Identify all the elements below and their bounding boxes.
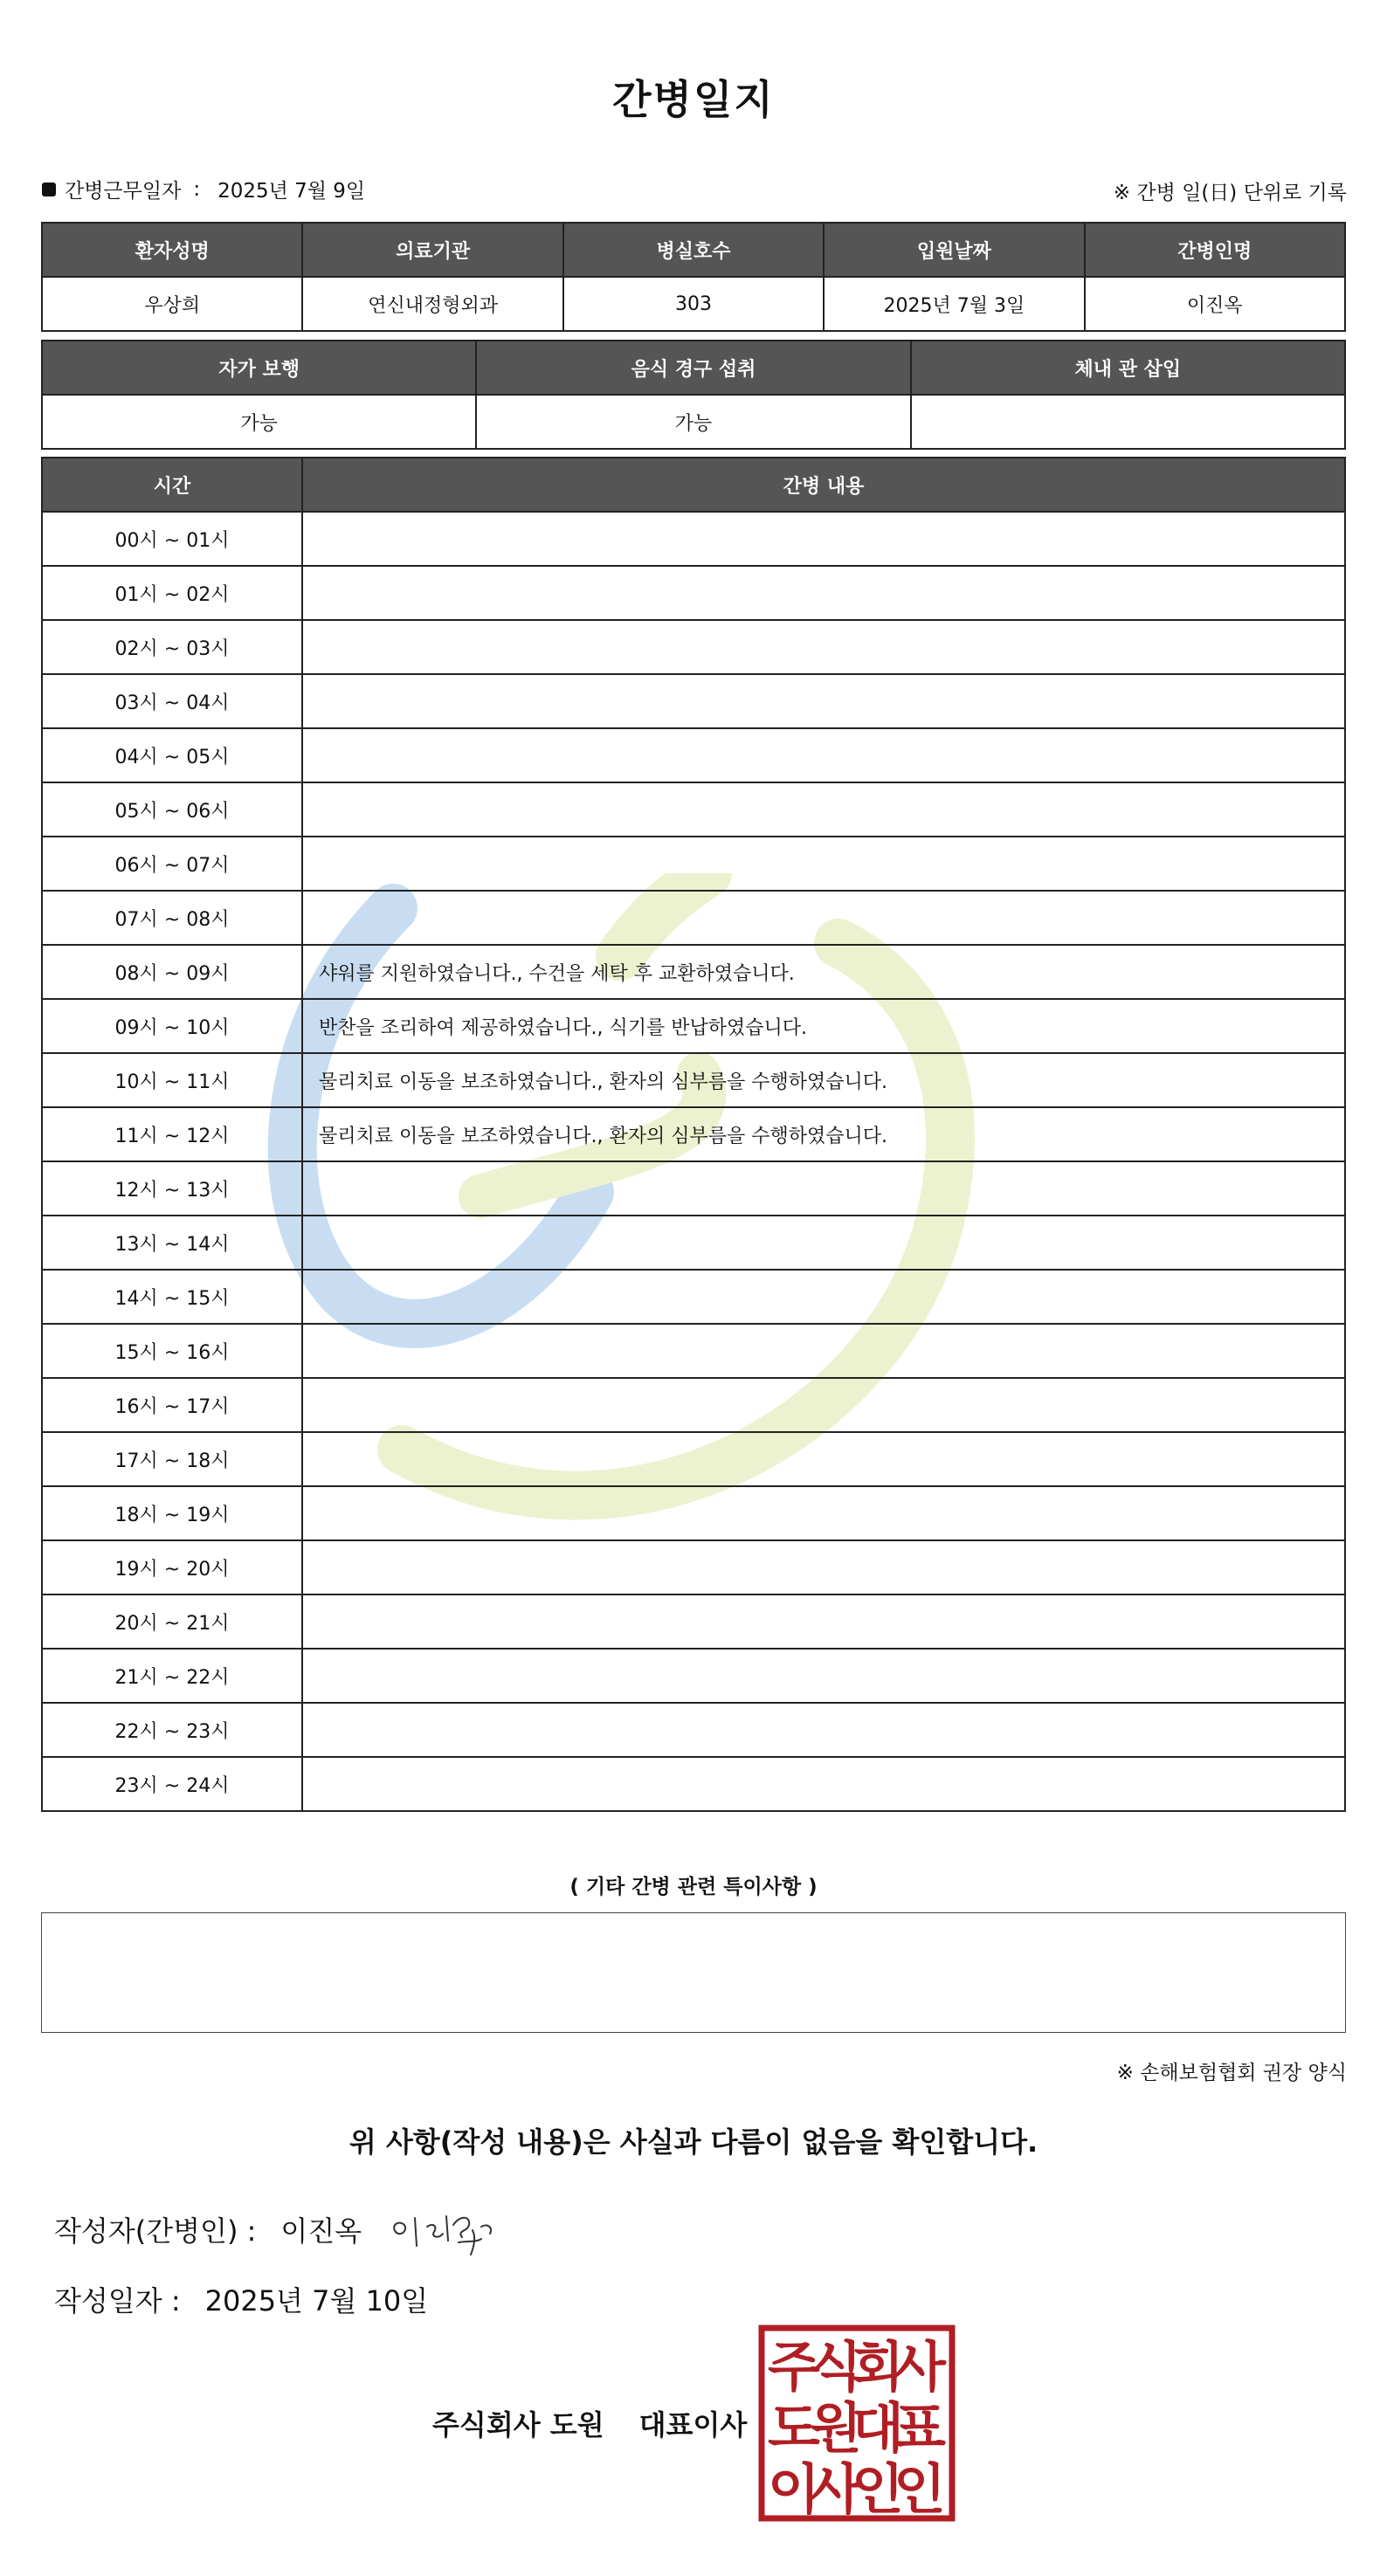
care-log-content xyxy=(302,1486,1345,1540)
written-date-line xyxy=(54,2279,428,2319)
hospital-name: 연신내정형외과 xyxy=(302,277,562,331)
handwritten-signature xyxy=(389,2208,502,2260)
care-log-time: 20시 ~ 21시 xyxy=(42,1595,302,1649)
company-name: 주식회사 도원 xyxy=(432,2408,604,2442)
page-title: 간병일지 xyxy=(612,76,775,123)
status-value-row xyxy=(42,395,1345,449)
remarks-title: ( 기타 간병 관련 특이사항 ) xyxy=(569,1876,818,1898)
written-date-label: 작성일자 : xyxy=(54,2284,181,2318)
care-log-content: 샤워를 지원하였습니다., 수건을 세탁 후 교환하였습니다. xyxy=(302,945,1345,999)
ceo-title: 대표이사 xyxy=(638,2408,748,2442)
care-log-time: 12시 ~ 13시 xyxy=(42,1161,302,1216)
header-care-content: 간병 내용 xyxy=(302,458,1345,512)
header-hospital: 의료기관 xyxy=(302,223,562,277)
patient-info-header-row xyxy=(42,223,1345,277)
status-header-row xyxy=(42,341,1345,395)
care-log-content: 물리치료 이동을 보조하였습니다., 환자의 심부름을 수행하였습니다. xyxy=(302,1107,1345,1161)
author-label: 작성자(간병인) : xyxy=(54,2214,257,2248)
svg-text:사: 사 xyxy=(810,2457,862,2521)
care-log-time: 08시 ~ 09시 xyxy=(42,945,302,999)
svg-text:이: 이 xyxy=(768,2457,820,2521)
care-log-row xyxy=(42,782,1345,837)
care-log-content xyxy=(302,674,1345,728)
care-log-time: 23시 ~ 24시 xyxy=(42,1757,302,1811)
care-log-row xyxy=(42,1649,1345,1703)
care-log-time: 07시 ~ 08시 xyxy=(42,891,302,945)
care-log-time: 15시 ~ 16시 xyxy=(42,1324,302,1378)
care-log-time: 14시 ~ 15시 xyxy=(42,1270,302,1324)
care-log-time: 21시 ~ 22시 xyxy=(42,1649,302,1703)
care-log-time: 03시 ~ 04시 xyxy=(42,674,302,728)
room-number: 303 xyxy=(563,277,824,331)
care-log-row xyxy=(42,891,1345,945)
care-log-time: 22시 ~ 23시 xyxy=(42,1703,302,1757)
svg-text:표: 표 xyxy=(894,2396,946,2460)
care-log-row xyxy=(42,945,1345,999)
company-line xyxy=(432,2403,747,2443)
patient-status-table xyxy=(41,340,1346,450)
svg-text:원: 원 xyxy=(810,2396,862,2460)
care-log-time: 06시 ~ 07시 xyxy=(42,837,302,891)
care-log-content: 반찬을 조리하여 제공하였습니다., 식기를 반납하였습니다. xyxy=(302,999,1345,1053)
care-log-row xyxy=(42,512,1345,566)
recommend-note: ※ 손해보험협회 권장 양식 xyxy=(1116,2062,1347,2084)
care-log-time: 10시 ~ 11시 xyxy=(42,1053,302,1107)
header-patient-name: 환자성명 xyxy=(42,223,302,277)
care-log-time: 16시 ~ 17시 xyxy=(42,1378,302,1432)
oral-intake-value: 가능 xyxy=(476,395,910,449)
work-date-colon: : xyxy=(193,177,201,201)
care-log-row xyxy=(42,837,1345,891)
care-log-content xyxy=(302,1649,1345,1703)
care-log-row xyxy=(42,1161,1345,1216)
care-log-content xyxy=(302,1324,1345,1378)
header-tube-insertion: 체내 관 삽입 xyxy=(911,341,1345,395)
daily-record-note: ※ 간병 일(日) 단위로 기록 xyxy=(1113,182,1347,204)
care-log-row xyxy=(42,1757,1345,1811)
self-walking-value: 가능 xyxy=(42,395,476,449)
care-log-row xyxy=(42,674,1345,728)
admission-date: 2025년 7월 3일 xyxy=(824,277,1084,331)
care-log-time: 00시 ~ 01시 xyxy=(42,512,302,566)
care-log-row xyxy=(42,1270,1345,1324)
care-log-content xyxy=(302,1432,1345,1486)
care-log-header-row xyxy=(42,458,1345,512)
care-log-content xyxy=(302,891,1345,945)
care-log-row xyxy=(42,1216,1345,1270)
remarks-box xyxy=(41,1912,1346,2033)
care-log-content xyxy=(302,1703,1345,1757)
work-date-value: 2025년 7월 9일 xyxy=(217,180,366,203)
care-log-row xyxy=(42,1595,1345,1649)
header-self-walking: 자가 보행 xyxy=(42,341,476,395)
care-log-row xyxy=(42,728,1345,782)
care-log-row xyxy=(42,1107,1345,1161)
header-oral-intake: 음식 경구 섭취 xyxy=(476,341,910,395)
header-caregiver-name: 간병인명 xyxy=(1085,223,1345,277)
work-date-label: 간병근무일자 xyxy=(65,180,182,203)
care-log-row xyxy=(42,1324,1345,1378)
bullet-square-icon xyxy=(42,183,56,196)
care-log-content xyxy=(302,512,1345,566)
work-date-line xyxy=(42,175,365,203)
author-name: 이진옥 xyxy=(280,2214,362,2248)
care-log-content xyxy=(302,1161,1345,1216)
care-log-time: 19시 ~ 20시 xyxy=(42,1540,302,1595)
care-log-row xyxy=(42,1378,1345,1432)
care-log-content xyxy=(302,837,1345,891)
care-log-content xyxy=(302,620,1345,674)
care-log-row xyxy=(42,1486,1345,1540)
tube-insertion-value xyxy=(911,395,1345,449)
care-log-time: 01시 ~ 02시 xyxy=(42,566,302,620)
patient-info-table xyxy=(41,222,1346,332)
care-log-time: 11시 ~ 12시 xyxy=(42,1107,302,1161)
care-log-content xyxy=(302,566,1345,620)
care-log-table xyxy=(41,457,1346,1812)
author-line xyxy=(54,2209,362,2249)
svg-text:주: 주 xyxy=(768,2335,820,2399)
care-log-time: 09시 ~ 10시 xyxy=(42,999,302,1053)
care-log-time: 18시 ~ 19시 xyxy=(42,1486,302,1540)
care-log-content xyxy=(302,1378,1345,1432)
care-log-row xyxy=(42,620,1345,674)
svg-text:도: 도 xyxy=(768,2396,820,2460)
written-date-value: 2025년 7월 10일 xyxy=(204,2284,429,2318)
care-log-content xyxy=(302,1540,1345,1595)
care-log-content xyxy=(302,1595,1345,1649)
company-seal-stamp xyxy=(758,2325,956,2522)
care-log-row xyxy=(42,1540,1345,1595)
care-log-content xyxy=(302,728,1345,782)
caregiver-name: 이진옥 xyxy=(1085,277,1345,331)
header-room-number: 병실호수 xyxy=(563,223,824,277)
svg-text:대: 대 xyxy=(852,2396,904,2460)
care-log-content xyxy=(302,1216,1345,1270)
svg-text:사: 사 xyxy=(894,2335,946,2399)
patient-name: 우상희 xyxy=(42,277,302,331)
care-log-time: 17시 ~ 18시 xyxy=(42,1432,302,1486)
header-admission-date: 입원날짜 xyxy=(824,223,1084,277)
svg-text:회: 회 xyxy=(852,2335,904,2399)
care-log-content xyxy=(302,782,1345,837)
care-log-content: 물리치료 이동을 보조하였습니다., 환자의 심부름을 수행하였습니다. xyxy=(302,1053,1345,1107)
care-log-time: 13시 ~ 14시 xyxy=(42,1216,302,1270)
svg-text:식: 식 xyxy=(810,2335,862,2399)
care-log-content xyxy=(302,1757,1345,1811)
care-log-row xyxy=(42,999,1345,1053)
confirmation-statement: 위 사항(작성 내용)은 사실과 다름이 없음을 확인합니다. xyxy=(348,2125,1039,2159)
care-log-time: 05시 ~ 06시 xyxy=(42,782,302,837)
care-log-content xyxy=(302,1270,1345,1324)
svg-text:인: 인 xyxy=(894,2457,946,2521)
header-time: 시간 xyxy=(42,458,302,512)
care-log-row xyxy=(42,1703,1345,1757)
patient-info-value-row xyxy=(42,277,1345,331)
care-log-time: 02시 ~ 03시 xyxy=(42,620,302,674)
care-log-row xyxy=(42,1432,1345,1486)
care-log-time: 04시 ~ 05시 xyxy=(42,728,302,782)
care-log-row xyxy=(42,1053,1345,1107)
svg-text:인: 인 xyxy=(852,2457,904,2521)
care-log-row xyxy=(42,566,1345,620)
